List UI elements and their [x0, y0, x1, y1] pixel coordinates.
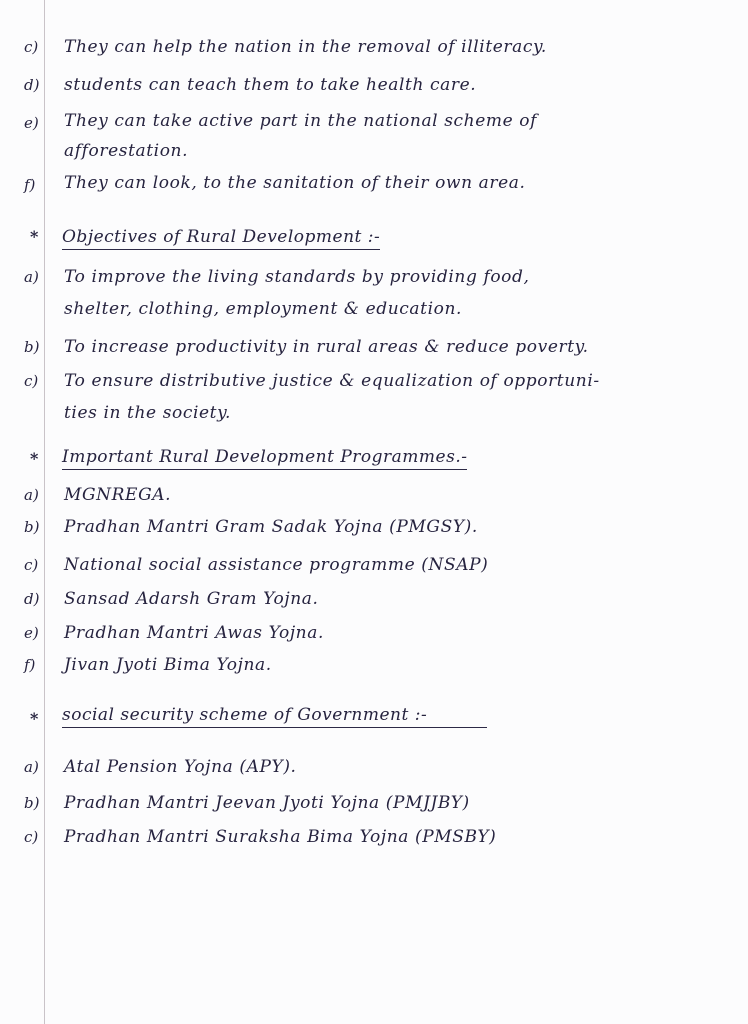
heading-bullet: *	[30, 227, 39, 246]
item-marker: c)	[24, 556, 39, 574]
item-marker: e)	[24, 114, 39, 132]
item-marker: f)	[24, 176, 36, 194]
item-marker: c)	[24, 828, 39, 846]
list-item: Jivan Jyoti Bima Yojna.	[64, 655, 272, 675]
list-item: Pradhan Mantri Suraksha Bima Yojna (PMSBY)	[64, 827, 497, 847]
list-item: Sansad Adarsh Gram Yojna.	[64, 589, 319, 609]
list-item: Pradhan Mantri Jeevan Jyoti Yojna (PMJJBY)	[64, 793, 470, 813]
list-item: They can look, to the sanitation of their own area.	[64, 173, 526, 193]
list-item: National social assistance programme (NSAP)	[64, 555, 489, 575]
item-marker: b)	[24, 518, 40, 536]
list-item-continuation: afforestation.	[64, 141, 189, 161]
list-item: Atal Pension Yojna (APY).	[64, 757, 297, 777]
item-marker: b)	[24, 338, 40, 356]
list-item: They can take active part in the national scheme of	[64, 111, 537, 131]
item-marker: a)	[24, 268, 39, 286]
item-marker: b)	[24, 794, 40, 812]
heading-bullet: *	[30, 709, 39, 728]
list-item-continuation: ties in the society.	[64, 403, 232, 423]
item-marker: f)	[24, 656, 36, 674]
item-marker: c)	[24, 38, 39, 56]
list-item: To ensure distributive justice & equalization of opportuni-	[64, 371, 600, 391]
item-marker: a)	[24, 486, 39, 504]
list-item: students can teach them to take health care.	[64, 75, 477, 95]
item-marker: a)	[24, 758, 39, 776]
item-marker: c)	[24, 372, 39, 390]
list-item: MGNREGA.	[64, 485, 172, 505]
section-heading: Objectives of Rural Development :-	[62, 226, 380, 250]
list-item: They can help the nation in the removal of illiteracy.	[64, 37, 547, 57]
list-item-continuation: shelter, clothing, employment & education.	[64, 299, 463, 319]
list-item: Pradhan Mantri Gram Sadak Yojna (PMGSY).	[64, 517, 478, 537]
heading-bullet: *	[30, 449, 39, 468]
section-heading: social security scheme of Government :-	[62, 704, 487, 728]
item-marker: d)	[24, 76, 40, 94]
list-item: To improve the living standards by providing food,	[64, 267, 530, 287]
list-item: To increase productivity in rural areas & reduce poverty.	[64, 337, 589, 357]
section-heading: Important Rural Development Programmes.-	[62, 446, 467, 470]
list-item: Pradhan Mantri Awas Yojna.	[64, 623, 324, 643]
item-marker: e)	[24, 624, 39, 642]
item-marker: d)	[24, 590, 40, 608]
margin-line	[44, 0, 45, 1024]
